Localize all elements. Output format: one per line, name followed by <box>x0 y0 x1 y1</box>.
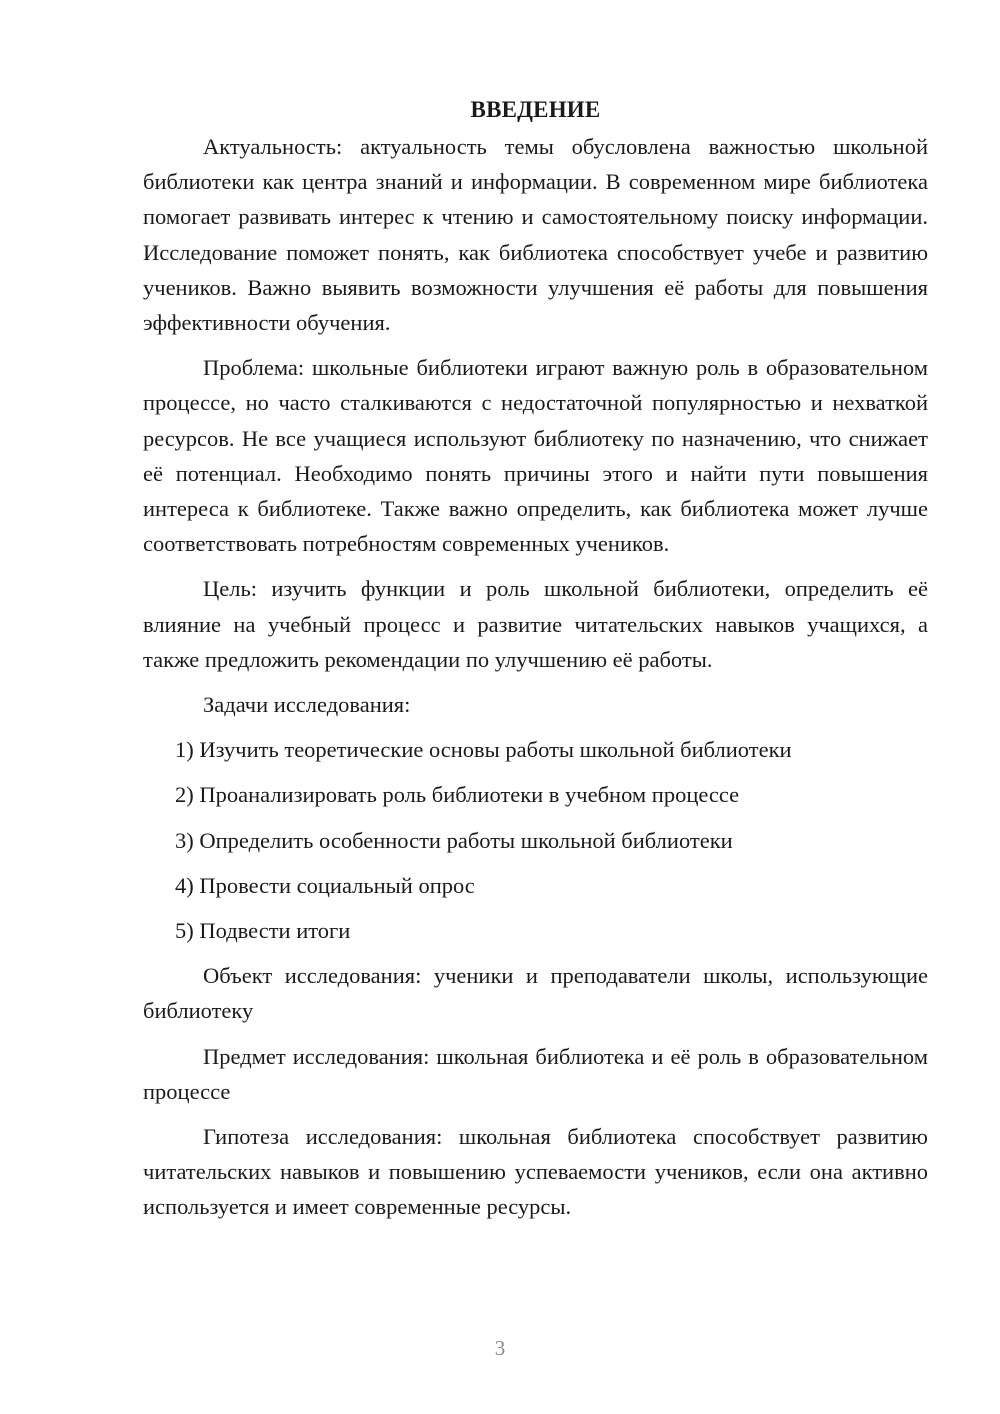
paragraph-relevance: Актуальность: актуальность темы обусловлена важностью школьной библиотеки как центра знаний и информации. В современном мире библиотека помогает развивать интерес к чтению и самостоятельному поиску информации. Исследование поможет понять, как библиотека способствует учебе и развитию учеников. Важно выявить возможности улучшения её работы для повышения эффективности обучения. <box>143 134 928 336</box>
section-title: ВВЕДЕНИЕ <box>470 97 601 122</box>
paragraph-goal: Цель: изучить функции и роль школьной библиотеки, определить её влияние на учебный процесс и развитие читательских навыков учащихся, а также предложить рекомендации по улучшению её работы. <box>143 576 928 672</box>
paragraph-problem: Проблема: школьные библиотеки играют важную роль в образовательном процессе, но часто сталкиваются с недостаточной популярностью и нехваткой ресурсов. Не все учащиеся используют библиотеку по назначению, что снижает её потенциал. Необходимо понять причины этого и найти пути повышения интереса к библиотеке. Также важно определить, как библиотека может лучше соответствовать потребностям современных учеников. <box>143 355 928 557</box>
list-item: 5) Подвести итоги <box>175 918 351 944</box>
tasks-list <box>143 732 928 948</box>
list-item: 1) Изучить теоретические основы работы школьной библиотеки <box>175 737 792 763</box>
paragraph-subject: Предмет исследования: школьная библиотека и её роль в образовательном процессе <box>143 1043 928 1104</box>
paragraph-tasks-heading: Задачи исследования: <box>203 692 411 718</box>
list-item: 3) Определить особенности работы школьной библиотеки <box>175 827 733 853</box>
list-item: 4) Провести социальный опрос <box>175 872 475 898</box>
document-page <box>143 92 928 1235</box>
paragraph-object: Объект исследования: ученики и преподаватели школы, использующие библиотеку <box>143 963 928 1024</box>
list-item: 2) Проанализировать роль библиотеки в учебном процессе <box>175 782 740 808</box>
page-number: 3 <box>494 1336 506 1360</box>
paragraph-hypothesis: Гипотеза исследования: школьная библиотека способствует развитию читательских навыков и повышению успеваемости учеников, если она активно используется и имеет современные ресурсы. <box>143 1124 928 1220</box>
